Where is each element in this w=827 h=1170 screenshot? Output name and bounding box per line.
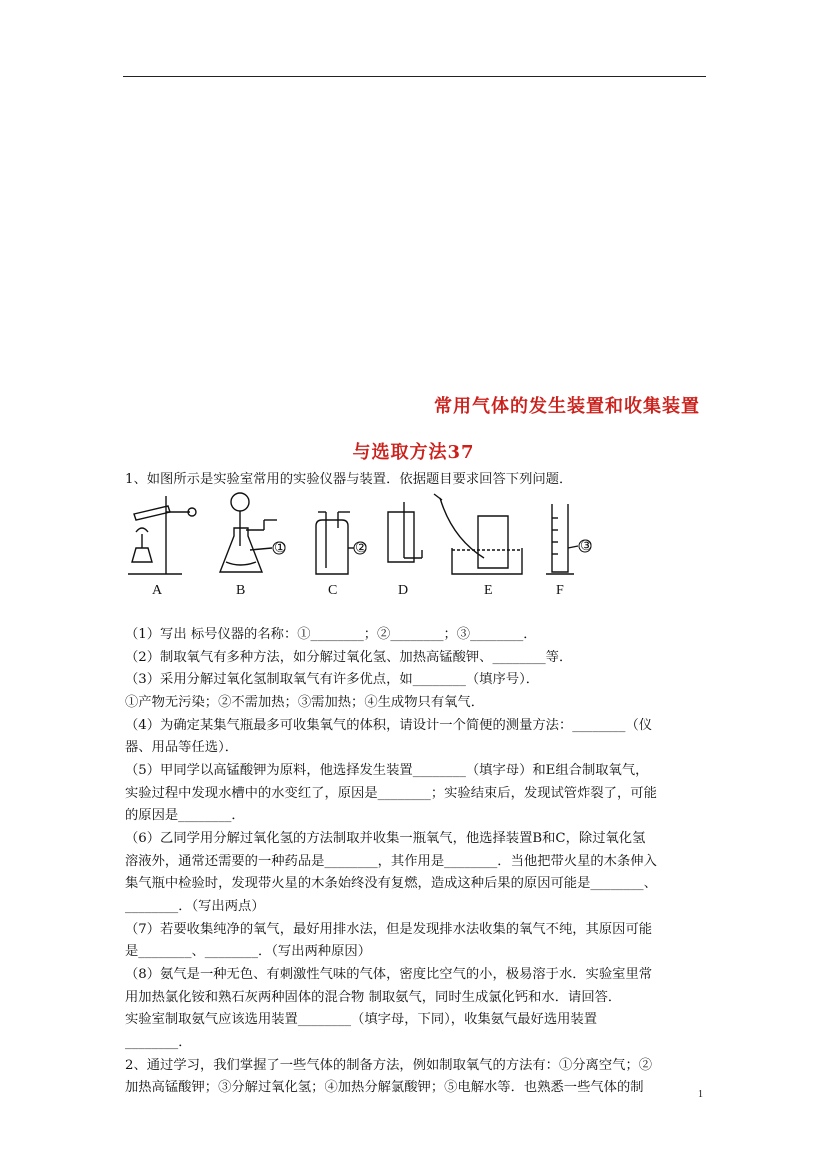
text-line: （5）甲同学以高锰酸钾为原料，他选择发生装置________（填字母）和E组合制取氧气， — [125, 763, 649, 778]
text-line: 2、通过学习，我们掌握了一些气体的制备方法，例如制取氧气的方法有：①分离空气；② — [125, 1058, 653, 1073]
text-line: （8）氨气是一种无色、有刺激性气味的气体，密度比空气的小，极易溶于水．实验室里常 — [125, 967, 653, 982]
text-line: 器、用品等任选）． — [125, 740, 239, 755]
text-line: 实验室制取氨气应该选用装置________（填字母，下同），收集氨气最好选用装置 — [125, 1012, 598, 1027]
text-line: ________．（写出两点） — [125, 899, 265, 914]
text-line: 溶液外，通常还需要的一种药品是________，其作用是________．当他把带火星的木条伸入 — [125, 854, 657, 869]
apparatus-label: B — [236, 583, 246, 598]
marker-label: ① — [274, 541, 287, 556]
text-line: （6）乙同学用分解过氧化氢的方法制取并收集一瓶氧气，他选择装置B和C，除过氧化氢 — [125, 831, 646, 846]
text-line: 集气瓶中检验时，发现带火星的木条始终没有复燃，造成这种后果的原因可能是________、 — [125, 876, 657, 891]
apparatus-figure — [122, 488, 608, 603]
apparatus-label: D — [398, 583, 409, 598]
page-number: 1 — [698, 1089, 703, 1100]
text-line: （7）若要收集纯净的氧气，最好用排水法，但是发现排水法收集的氧气不纯，其原因可能 — [125, 922, 653, 937]
apparatus-b-icon — [220, 493, 285, 572]
text-line: （4）为确定某集气瓶最多可收集氧气的体积，请设计一个简便的测量方法：________（仪 — [125, 718, 653, 733]
text-line: （1）写出 标号仪器的名称：①________；②________；③________． — [125, 627, 537, 642]
text-line: ①产物无污染；②不需加热；③需加热；④生成物只有氧气． — [125, 695, 485, 710]
apparatus-label: A — [152, 583, 163, 598]
text-line: 是________、________．（写出两种原因） — [125, 944, 371, 959]
marker-label: ② — [355, 541, 368, 556]
apparatus-e-icon — [434, 494, 522, 574]
text-line: （3）采用分解过氧化氢制取氧气有许多优点，如________（填序号）． — [125, 672, 540, 687]
apparatus-label: E — [484, 583, 493, 598]
text-line: 实验过程中发现水槽中的水变红了，原因是________；实验结束后，发现试管炸裂了，可能 — [125, 786, 657, 801]
text-line: （2）制取氧气有多种方法，如分解过氧化氢、加热高锰酸钾、________等． — [125, 650, 573, 665]
text-line: ________． — [125, 1035, 192, 1050]
title-line-2: 与选取方法37 — [352, 442, 475, 463]
apparatus-d-icon — [388, 502, 422, 562]
text-line: 用加热氯化铵和熟石灰两种固体的混合物 制取氨气，同时生成氯化钙和水．请回答． — [125, 990, 622, 1005]
apparatus-label: F — [556, 583, 564, 598]
title-line-1: 常用气体的发生装置和收集装置 — [434, 396, 700, 417]
text-line: 加热高锰酸钾；③分解过氧化氢；④加热分解氯酸钾；⑤电解水等．也熟悉一些气体的制 — [125, 1080, 644, 1095]
marker-label: ③ — [580, 539, 593, 554]
text-line: 的原因是________． — [125, 808, 245, 823]
apparatus-a-icon — [128, 496, 196, 574]
apparatus-label: C — [328, 583, 338, 598]
header-rule — [123, 76, 706, 77]
text-line: 1、如图所示是实验室常用的实验仪器与装置．依据题目要求回答下列问题． — [125, 472, 573, 487]
